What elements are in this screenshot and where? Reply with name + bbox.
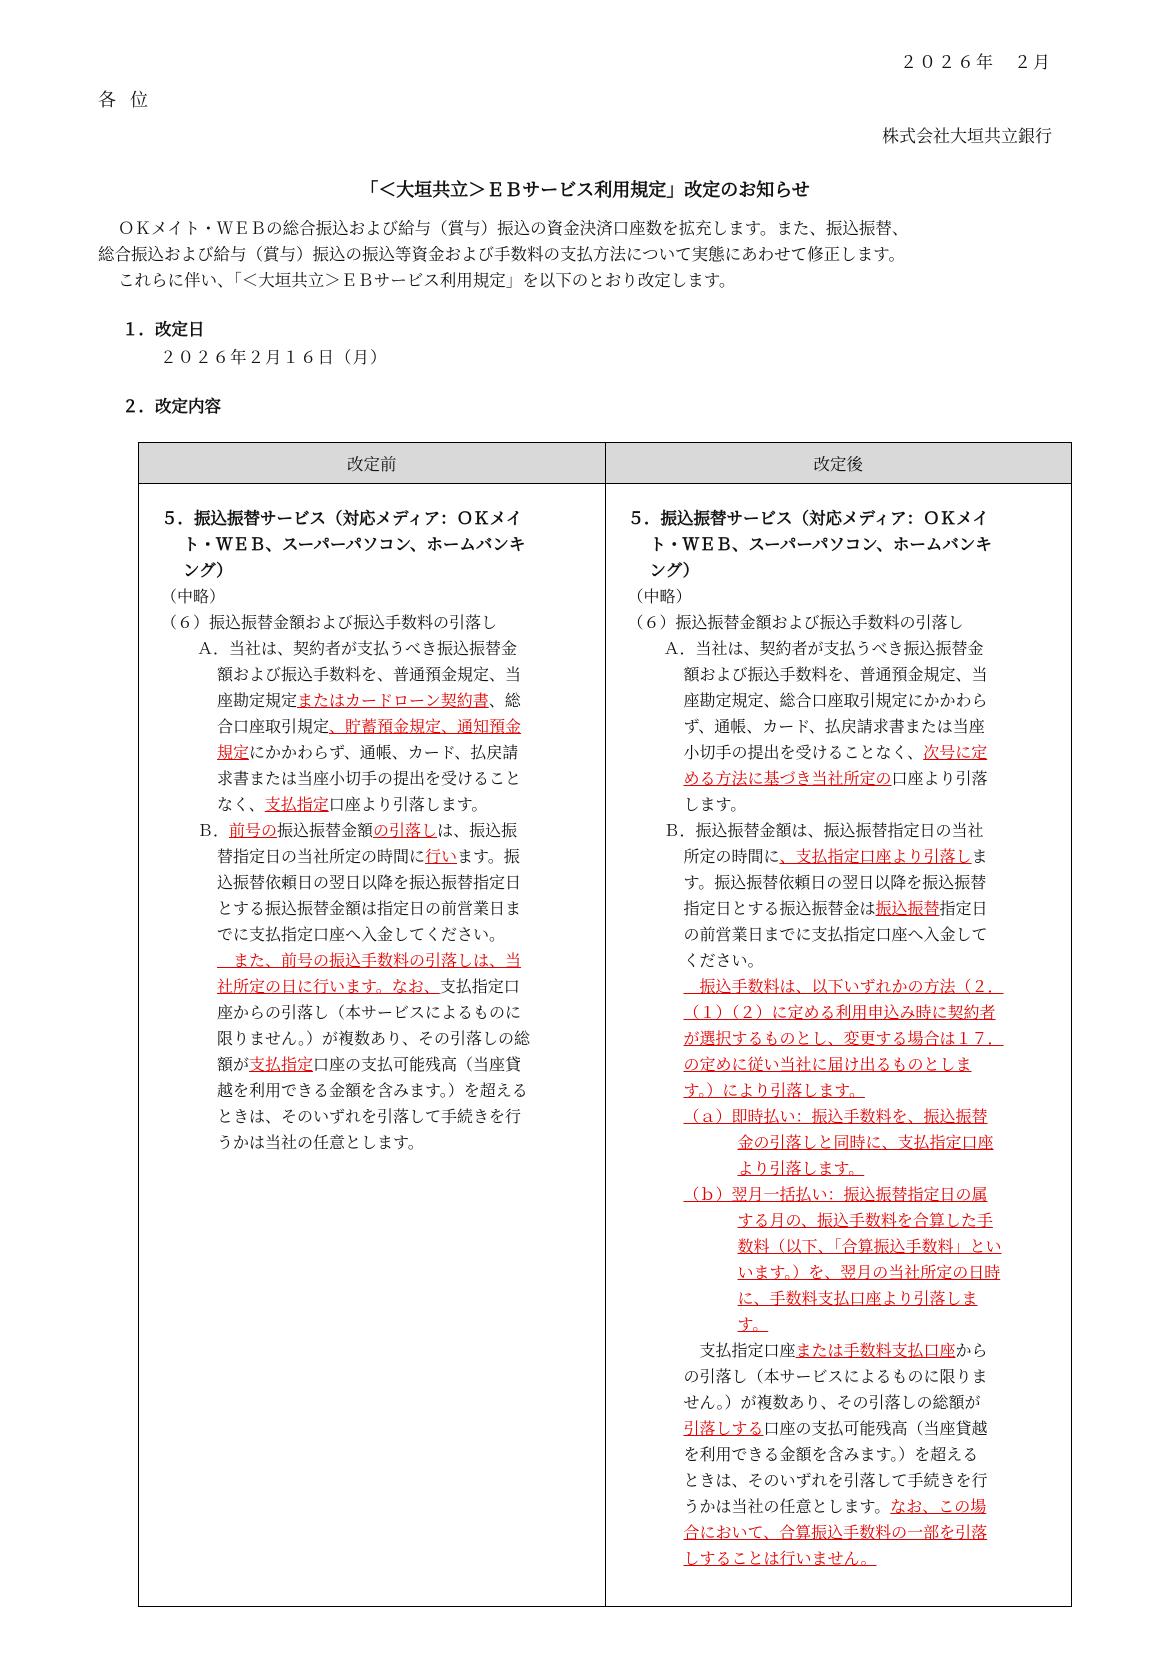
before-line bbox=[161, 1078, 595, 1104]
text-segment: ください。 bbox=[683, 951, 764, 970]
revised-text: の定めに従い当社に届け出るものとしま bbox=[683, 1055, 972, 1074]
before-line bbox=[161, 1130, 595, 1156]
after-line bbox=[628, 1182, 1062, 1208]
revised-text: に、手数料支払口座より引落しま bbox=[737, 1289, 978, 1308]
before-line bbox=[161, 662, 595, 688]
text-segment: 口座の支払可能残高（当座貸越 bbox=[763, 1419, 988, 1438]
text-segment: 振込振替金額 bbox=[277, 821, 374, 840]
document-title: 「＜大垣共立＞ＥＢサービス利用規定」改定のお知らせ bbox=[360, 180, 810, 201]
after-line bbox=[628, 870, 1062, 896]
revised-text: より引落します。 bbox=[737, 1159, 865, 1178]
text-segment: でに支払指定口座へ入金してください。 bbox=[217, 925, 506, 944]
text-segment: ときは、そのいずれを引落して手続きを行 bbox=[683, 1471, 988, 1490]
before-line bbox=[161, 792, 595, 818]
before-line bbox=[161, 532, 595, 558]
revised-text: の引落し bbox=[373, 821, 438, 840]
before-line bbox=[161, 688, 595, 714]
section1-heading: １．改定日 bbox=[122, 320, 205, 339]
text-segment: ず、通帳、カード、払戻請求書または当座 bbox=[683, 717, 985, 736]
after-line bbox=[628, 688, 1062, 714]
after-line bbox=[628, 1494, 1062, 1520]
after-line bbox=[628, 1442, 1062, 1468]
revised-text: 支払指定 bbox=[264, 795, 329, 814]
text-segment: 所定の時間に bbox=[683, 847, 780, 866]
after-line bbox=[628, 1546, 1062, 1572]
after-line bbox=[628, 1078, 1062, 1104]
after-line bbox=[628, 558, 1062, 584]
revised-text: （ｂ）翌月一括払い：振込振替指定日の属 bbox=[683, 1185, 988, 1204]
intro-paragraph bbox=[98, 216, 1058, 294]
after-line bbox=[628, 1520, 1062, 1546]
issue-date: ２０２６年 ２月 bbox=[900, 53, 1052, 73]
revised-text: 行い bbox=[425, 847, 458, 866]
after-line bbox=[628, 896, 1062, 922]
text-segment: ング） bbox=[649, 561, 700, 580]
before-line bbox=[161, 1104, 595, 1130]
text-segment: 限りません。）が複数あり、その引落しの総 bbox=[217, 1029, 530, 1048]
revised-text: （１）（２）に定める利用申込み時に契約者 bbox=[683, 1003, 996, 1022]
text-segment: 求書または当座小切手の提出を受けること bbox=[217, 769, 522, 788]
before-line bbox=[161, 896, 595, 922]
after-line bbox=[628, 1468, 1062, 1494]
before-line bbox=[161, 506, 595, 532]
revised-text: 規定 bbox=[217, 743, 250, 762]
before-line bbox=[161, 636, 595, 662]
revised-text: 金の引落しと同時に、支払指定口座 bbox=[737, 1133, 994, 1152]
before-line bbox=[161, 558, 595, 584]
revised-text: （ａ）即時払い：振込手数料を、振込振替 bbox=[683, 1107, 988, 1126]
after-line bbox=[628, 1104, 1062, 1130]
after-line bbox=[628, 1260, 1062, 1286]
before-cell bbox=[139, 484, 606, 1607]
before-line bbox=[161, 870, 595, 896]
text-segment: 指定日 bbox=[939, 899, 988, 918]
before-line bbox=[161, 584, 595, 610]
text-segment: 込振替依頼日の翌日以降を振込振替指定日 bbox=[217, 873, 522, 892]
revised-text: 、支払指定口座より引落し bbox=[779, 847, 972, 866]
header-before: 改定前 bbox=[139, 443, 606, 484]
text-segment: の引落し（本サービスによるものに限りま bbox=[683, 1367, 988, 1386]
revised-text: 振込手数料は、以下いずれかの方法（２． bbox=[683, 977, 1004, 996]
text-segment: は、振込振 bbox=[437, 821, 518, 840]
revised-text: なお、この場 bbox=[890, 1497, 987, 1516]
after-line bbox=[628, 584, 1062, 610]
after-line bbox=[628, 1312, 1062, 1338]
text-segment: 座からの引落し（本サービスによるものに bbox=[217, 1003, 522, 1022]
revised-text: す。 bbox=[737, 1315, 769, 1334]
after-line bbox=[628, 948, 1062, 974]
text-segment: します。 bbox=[683, 795, 747, 814]
after-line bbox=[628, 818, 1062, 844]
after-line bbox=[628, 740, 1062, 766]
text-segment: 座勘定規定、総合口座取引規定にかかわら bbox=[683, 691, 988, 710]
text-segment: 口座より引落します。 bbox=[328, 795, 488, 814]
after-line bbox=[628, 636, 1062, 662]
after-text bbox=[606, 484, 1072, 1572]
revised-text: める方法に基づき当社所定の bbox=[683, 769, 892, 788]
before-line bbox=[161, 740, 595, 766]
after-line bbox=[628, 922, 1062, 948]
revised-text: います。）を、翌月の当社所定の日時 bbox=[737, 1263, 1001, 1282]
text-segment: 支払指定口座 bbox=[683, 1341, 796, 1360]
text-segment: ときは、そのいずれを引落して手続きを行 bbox=[217, 1107, 522, 1126]
after-line bbox=[628, 1364, 1062, 1390]
after-line bbox=[628, 1026, 1062, 1052]
text-segment: 合口座取引規定 bbox=[217, 717, 330, 736]
text-segment: 越を利用できる金額を含みます。）を超える bbox=[217, 1081, 528, 1100]
section1-date: ２０２６年２月１６日（月） bbox=[160, 348, 388, 367]
text-segment: （６）振込振替金額および振込手数料の引落し bbox=[627, 613, 964, 632]
intro-line: これらに伴い、「＜大垣共立＞ＥＢサービス利用規定」を以下のとおり改定します。 bbox=[118, 271, 736, 290]
revised-text: しすることは行いません。 bbox=[683, 1549, 877, 1568]
text-segment: ング） bbox=[183, 561, 233, 580]
before-line bbox=[161, 922, 595, 948]
text-segment: Ｂ．振込振替金額は、振込振替指定日の当社 bbox=[663, 821, 984, 840]
before-line bbox=[161, 818, 595, 844]
before-line bbox=[161, 974, 595, 1000]
text-segment: （中略） bbox=[627, 587, 692, 606]
text-segment: うかは当社の任意とします。 bbox=[683, 1497, 891, 1516]
text-segment: なく、 bbox=[217, 795, 265, 814]
section2-heading: ２．改定内容 bbox=[122, 397, 221, 416]
text-segment: Ｂ． bbox=[197, 821, 230, 840]
revised-text: または手数料支払口座 bbox=[795, 1341, 956, 1360]
header-after: 改定後 bbox=[605, 443, 1072, 484]
revised-text: 、貯蓄預金規定、通知預金 bbox=[329, 717, 522, 736]
text-segment: ト・ＷＥＢ、スーパーパソコン、ホームバンキ bbox=[183, 535, 526, 554]
after-line bbox=[628, 714, 1062, 740]
text-segment: す。振込振替依頼日の翌日以降を振込振替 bbox=[683, 873, 987, 892]
before-line bbox=[161, 844, 595, 870]
before-line bbox=[161, 610, 595, 636]
before-line bbox=[161, 1026, 595, 1052]
revised-text: 数料（以下、「合算振込手数料」とい bbox=[737, 1237, 1002, 1256]
after-line bbox=[628, 532, 1062, 558]
revised-text: 社所定の日に行います。なお、 bbox=[217, 977, 440, 996]
after-line bbox=[628, 506, 1062, 532]
after-line bbox=[628, 1130, 1062, 1156]
text-segment: Ａ．当社は、契約者が支払うべき振込振替金 bbox=[663, 639, 984, 658]
text-segment: にかかわらず、通帳、カード、払戻請 bbox=[249, 743, 519, 762]
after-line bbox=[628, 1390, 1062, 1416]
text-segment: 指定日とする振込振替金は bbox=[683, 899, 876, 918]
text-segment: うかは当社の任意とします。 bbox=[217, 1133, 424, 1152]
before-text bbox=[139, 484, 605, 1156]
revised-text: 振込振替 bbox=[875, 899, 940, 918]
revised-text: また、前号の振込手数料の引落しは、当 bbox=[217, 951, 522, 970]
revised-text: またはカードローン契約書 bbox=[297, 691, 489, 710]
revised-text: 合において、合算振込手数料の一部を引落 bbox=[683, 1523, 988, 1542]
revised-text: が選択するものとし、変更する場合は１７． bbox=[683, 1029, 1004, 1048]
after-line bbox=[628, 1208, 1062, 1234]
text-segment: を利用できる金額を含みます。）を超える bbox=[683, 1445, 979, 1464]
after-line bbox=[628, 1286, 1062, 1312]
text-segment: 小切手の提出を受けることなく、 bbox=[683, 743, 924, 762]
text-segment: 額および振込手数料を、普通預金規定、当 bbox=[217, 665, 522, 684]
after-line bbox=[628, 1234, 1062, 1260]
revised-text: 引落しする bbox=[683, 1419, 764, 1438]
revised-text: 前号の bbox=[229, 821, 278, 840]
text-segment: の前営業日までに支払指定口座へ入金して bbox=[683, 925, 988, 944]
after-line bbox=[628, 1416, 1062, 1442]
intro-line: ＯＫメイト・ＷＥＢの総合振込および給与（賞与）振込の資金決済口座数を拡充します。また、振込振替、 bbox=[118, 219, 909, 238]
after-line bbox=[628, 1000, 1062, 1026]
text-segment: Ａ．当社は、契約者が支払うべき振込振替金 bbox=[197, 639, 518, 658]
comparison-table bbox=[138, 442, 1072, 1607]
text-segment: ト・ＷＥＢ、スーパーパソコン、ホームバンキ bbox=[649, 535, 992, 554]
text-segment: （中略） bbox=[161, 587, 226, 606]
text-segment: せん。）が複数あり、その引落しの総額が bbox=[683, 1393, 981, 1412]
after-cell bbox=[605, 484, 1072, 1607]
after-line bbox=[628, 766, 1062, 792]
text-segment: 座勘定規定 bbox=[217, 691, 298, 710]
after-line bbox=[628, 662, 1062, 688]
after-line bbox=[628, 792, 1062, 818]
text-segment: 額が bbox=[217, 1055, 250, 1074]
text-segment: 口座より引落 bbox=[891, 769, 988, 788]
before-line bbox=[161, 948, 595, 974]
after-line bbox=[628, 844, 1062, 870]
text-segment: （６）振込振替金額および振込手数料の引落し bbox=[161, 613, 498, 632]
intro-line: 総合振込および給与（賞与）振込の振込等資金および手数料の支払方法について実態にあわせて修正します。 bbox=[98, 245, 905, 264]
text-segment: ます。振 bbox=[457, 847, 520, 866]
after-line bbox=[628, 1338, 1062, 1364]
revised-text: 支払指定 bbox=[249, 1055, 314, 1074]
text-segment: 口座の支払可能残高（当座貸 bbox=[313, 1055, 522, 1074]
before-line bbox=[161, 714, 595, 740]
revised-text: 次号に定 bbox=[923, 743, 988, 762]
revised-text: す。）により引落します。 bbox=[683, 1081, 865, 1100]
before-line bbox=[161, 1052, 595, 1078]
text-segment: ５．振込振替サービス（対応メディア：ＯＫメイ bbox=[161, 509, 523, 528]
text-segment: 支払指定口 bbox=[439, 977, 520, 996]
addressee: 各位 bbox=[98, 90, 162, 111]
after-line bbox=[628, 974, 1062, 1000]
text-segment: から bbox=[955, 1341, 988, 1360]
text-segment: とする振込振替金額は指定日の前営業日ま bbox=[217, 899, 522, 918]
after-line bbox=[628, 610, 1062, 636]
issuer-name: 株式会社大垣共立銀行 bbox=[882, 127, 1052, 147]
text-segment: 、総 bbox=[488, 691, 521, 710]
before-line bbox=[161, 766, 595, 792]
revised-text: する月の、振込手数料を合算した手 bbox=[737, 1211, 993, 1230]
after-line bbox=[628, 1052, 1062, 1078]
after-line bbox=[628, 1156, 1062, 1182]
text-segment: 額および振込手数料を、普通預金規定、当 bbox=[683, 665, 988, 684]
text-segment: ま bbox=[971, 847, 988, 866]
text-segment: 替指定日の当社所定の時間に bbox=[217, 847, 426, 866]
text-segment: ５．振込振替サービス（対応メディア：ＯＫメイ bbox=[627, 509, 989, 528]
before-line bbox=[161, 1000, 595, 1026]
